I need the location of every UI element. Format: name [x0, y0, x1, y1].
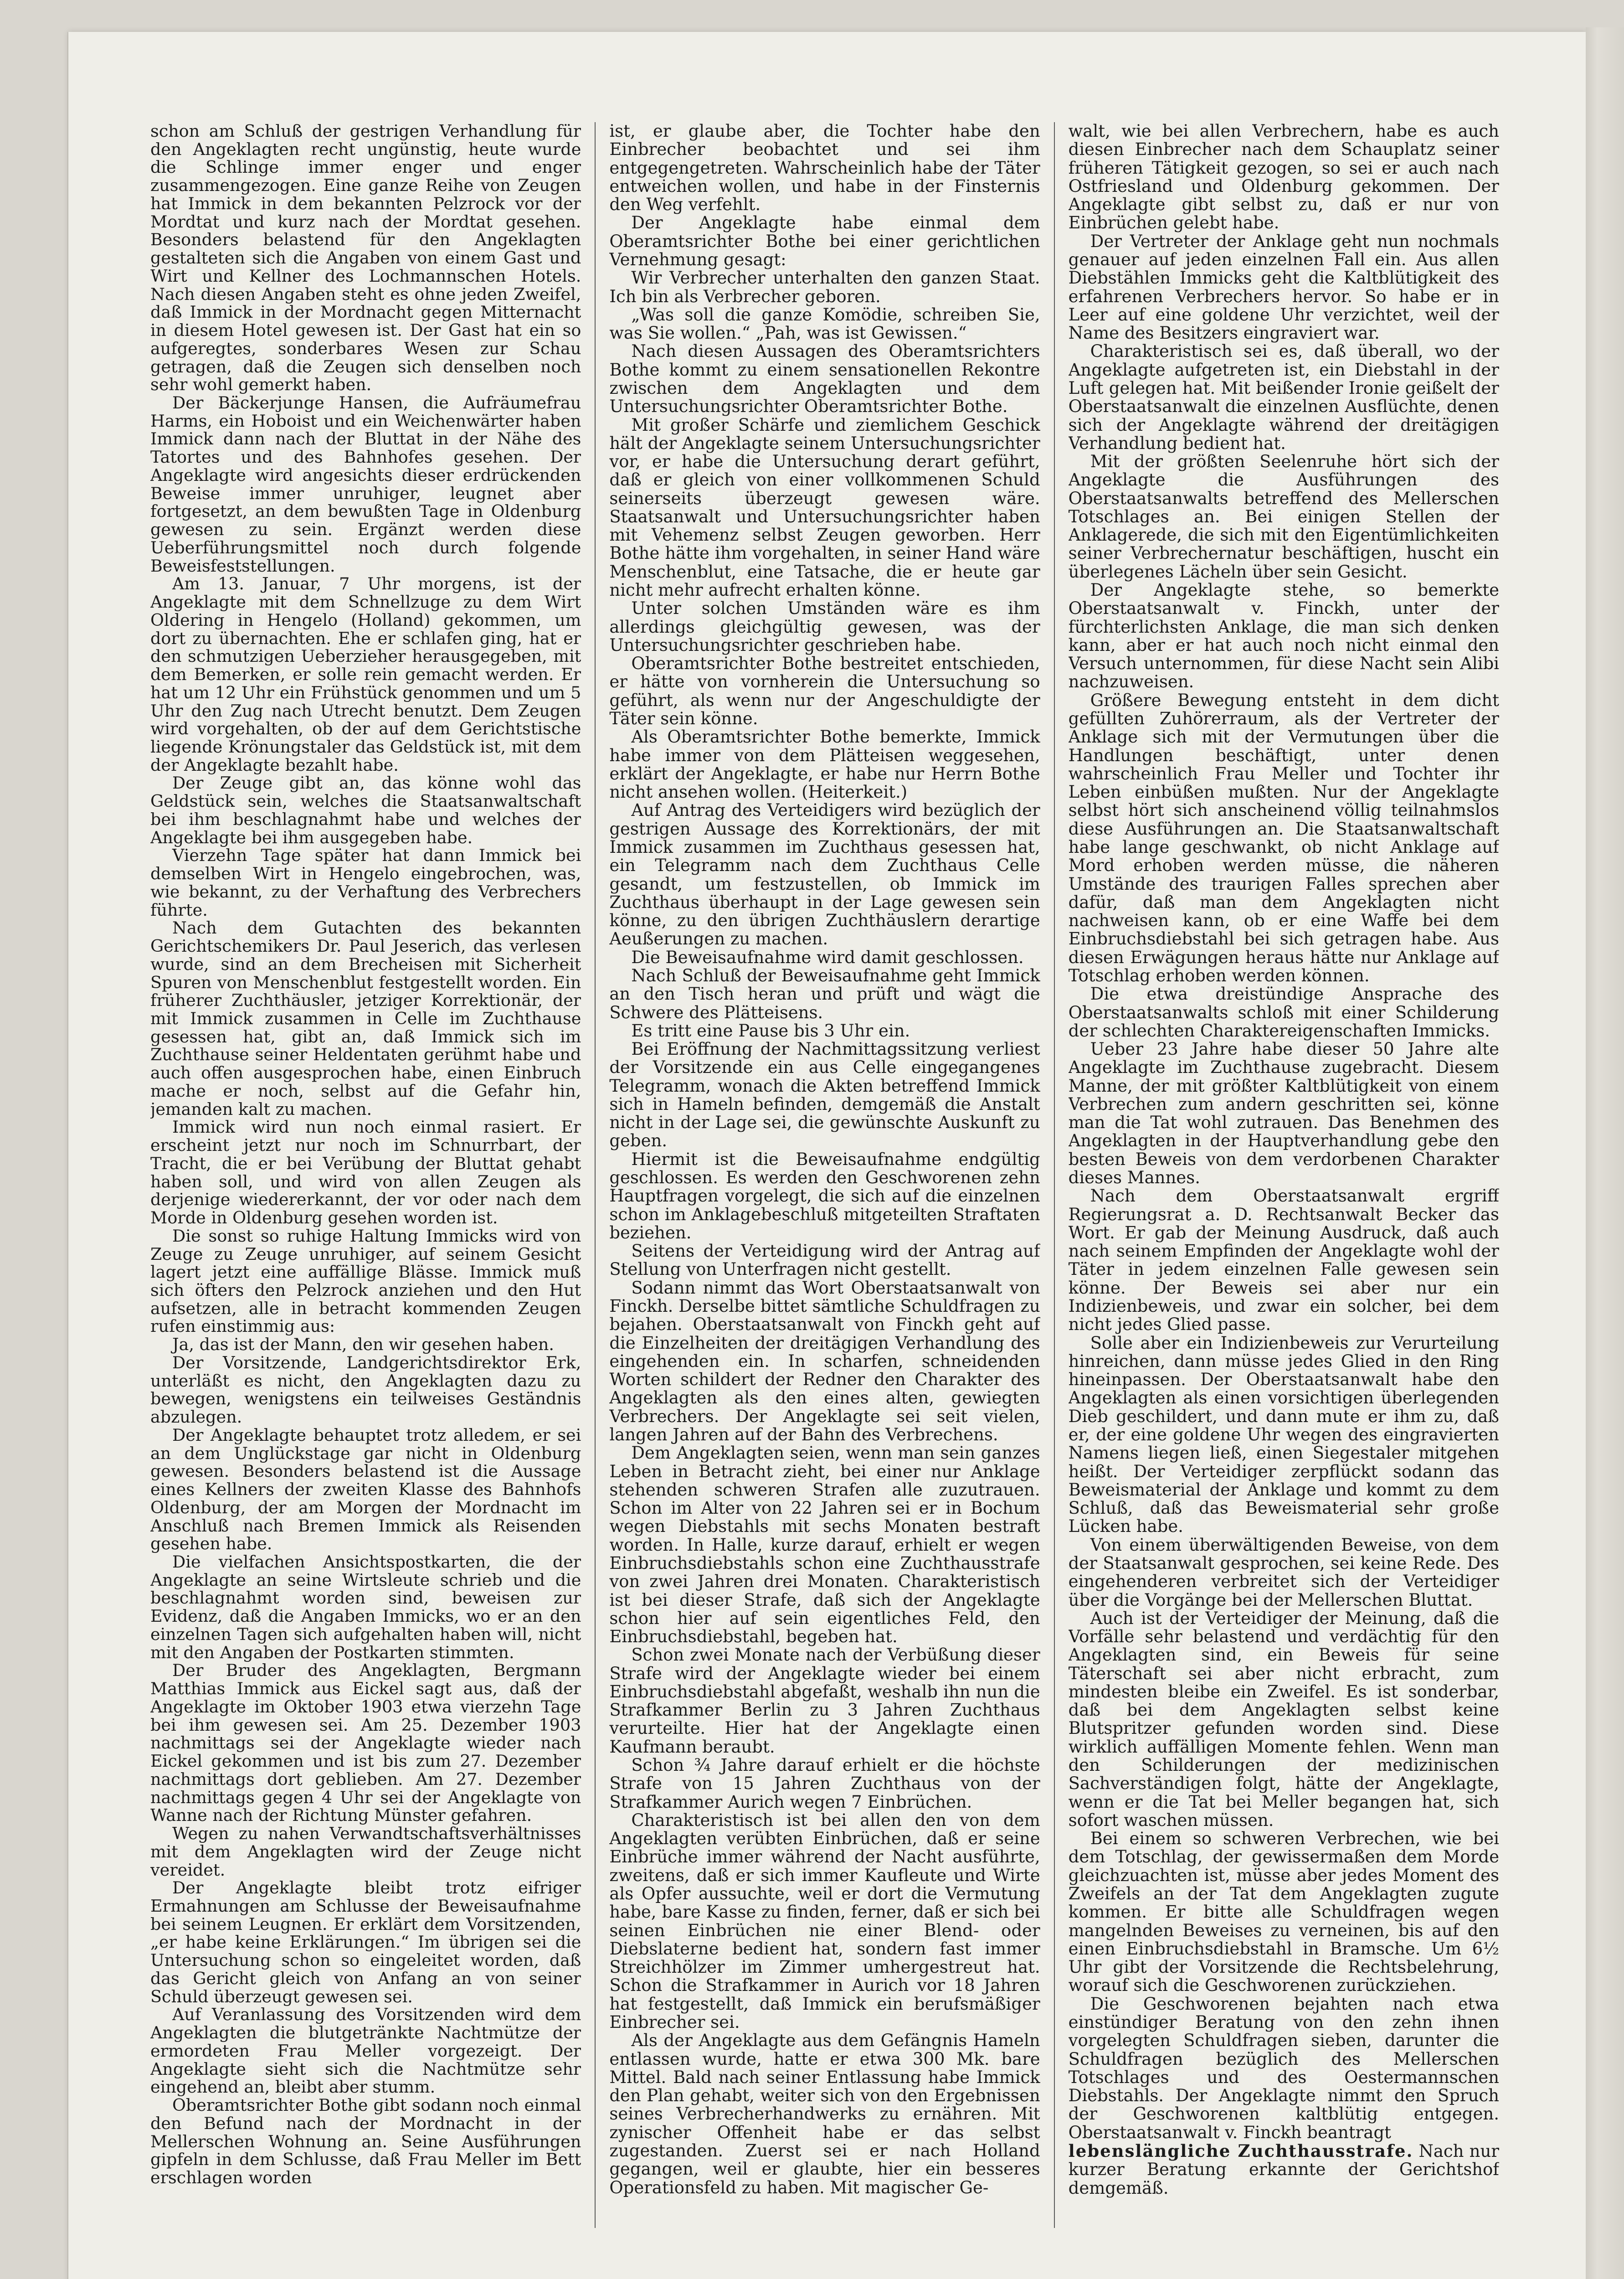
text-columns [150, 122, 1499, 2228]
article-paragraph: Mit großer Schärfe und ziemlichem Geschick hält der Angeklagte seinem Untersuchungsrichter vor, er habe die Untersuchung derart geführt, daß er gleich von einer vollkommenen Schuld seinerseits überzeugt gewesen wäre. Staatsanwalt und Untersuchungsrichter haben mit Vehemenz selbst Zeugen geworben. Herr Bothe hätte ihm vorgehalten, in seiner Hand wäre Menschenblut, eine Tatsache, die er heute gar nicht mehr aufrecht erhalten könne. [609, 415, 1040, 600]
article-paragraph: „Was soll die ganze Komödie, schreiben Sie, was Sie wollen.“ „Pah, was ist Gewissen.“ [609, 304, 1040, 343]
article-paragraph: Am 13. Januar, 7 Uhr morgens, ist der Angeklagte mit dem Schnellzuge zu dem Wirt Oldering in Hengelo (Holland) gekommen, um dort zu übernachten. Ehe er schlafen ging, hat er den schmutzigen Ueberzieher herausgegeben, mit dem Bemerken, er solle rein gemacht werden. Er hat um 12 Uhr ein Frühstück genommen und um 5 Uhr den Zug nach Utrecht benutzt. Dem Zeugen wird vorgehalten, ob der auf dem Gerichtstische liegende Krönungstaler das Geldstück ist, mit dem der Angeklagte bezahlt habe. [150, 574, 581, 775]
article-paragraph: Oberamtsrichter Bothe bestreitet entschieden, er hätte von vornherein die Untersuchung so geführt, als wenn nur der Angeschuldigte der Täter sein könne. [609, 654, 1040, 728]
article-paragraph: Nach diesen Aussagen des Oberamtsrichters Bothe kommt zu einem sensationellen Rekontre zwischen dem Angeklagten und dem Untersuchungsrichter Oberamtsrichter Bothe. [609, 341, 1040, 417]
article-paragraph: Der Angeklagte bleibt trotz eifriger Ermahnungen am Schlusse der Beweisaufnahme bei seinem Leugnen. Er erklärt dem Vorsitzenden, „er habe keine Erklärungen.“ Im übrigen sei die Untersuchung schon so eingeleitet worden, daß das Gericht gleich von Anfang an von seiner Schuld überzeugt gewesen sei. [150, 1878, 581, 2006]
article-paragraph: Schon ¾ Jahre darauf erhielt er die höchste Strafe von 15 Jahren Zuchthaus von der Strafkammer Aurich wegen 7 Einbrüchen. [609, 1755, 1040, 1812]
article-paragraph: Nach dem Oberstaatsanwalt ergriff Regierungsrat a. D. Rechtsanwalt Becker das Wort. Er gab der Meinung Ausdruck, daß auch nach seinem Empfinden der Angeklagte wohl der Täter in jedem einzelnen Falle gewesen sein könne. Der Beweis sei aber nur ein Indizienbeweis, und zwar ein solcher, bei dem nicht jedes Glied passe. [1068, 1186, 1499, 1335]
article-paragraph: Es tritt eine Pause bis 3 Uhr ein. [631, 1021, 910, 1041]
article-paragraph: Größere Bewegung entsteht in dem dicht gefüllten Zuhörerraum, als der Vertreter der Anklage sich mit der Vermutungen über die Handlungen beschäftigt, unter denen wahrscheinlich Frau Meller und Tochter ihr Leben einbüßen mußten. Nur der Angeklagte selbst hört sich anscheinend völlig teilnahmslos diese Ausführungen an. Die Staatsanwaltschaft habe lange geschwankt, ob nicht Anklage auf Mord erhoben werden müsse, die näheren Umstände des traurigen Falles sprechen aber dafür, daß man dem Angeklagten nicht nachweisen kann, ob er eine Waffe bei dem Einbruchsdiebstahl bei sich getragen habe. Aus diesen Erwägungen heraus hätte nur Anklage auf Totschlag erhoben werden können. [1068, 690, 1499, 985]
article-paragraph: schon am Schluß der gestrigen Verhandlung für den Angeklagten recht ungünstig, heute wurde die Schlinge immer enger und enger zusammengezogen. Eine ganze Reihe von Zeugen hat Immick in dem bekannten Pelzrock vor der Mordtat und kurz nach der Mordtat gesehen. Besonders belastend für den Angeklagten gestalteten sich die Angaben von einem Gast und Wirt und Kellner des Lochmannschen Hotels. Nach diesen Angaben steht es ohne jeden Zweifel, daß Immick in der Mordnacht gegen Mitternacht in diesem Hotel gewesen ist. Der Gast hat ein so aufgeregtes, sonderbares Wesen zur Schau getragen, daß die Zeugen sich denselben noch sehr wohl gemerkt haben. [150, 122, 581, 395]
article-paragraph: Ueber 23 Jahre habe dieser 50 Jahre alte Angeklagte im Zuchthause zugebracht. Diesem Manne, der mit größter Kaltblütigkeit von einem Verbrechen zum andern geschritten sei, könne man die Tat wohl zutrauen. Das Benehmen des Angeklagten in der Hauptverhandlung gebe den besten Beweis von dem verdorbenen Charakter dieses Mannes. [1068, 1039, 1499, 1188]
article-paragraph: Der Angeklagte behauptet trotz alledem, er sei an dem Unglückstage gar nicht in Oldenburg gewesen. Besonders belastend ist die Aussage eines Kellners der zweiten Klasse des Bahnhofs Oldenburg, der am Morgen der Mordnacht im Anschluß nach Bremen Immick als Reisenden gesehen habe. [150, 1425, 581, 1554]
article-paragraph: Charakteristisch ist bei allen den von dem Angeklagten verübten Einbrüchen, daß er seine Einbrüche immer während der Nacht ausführte, zweitens, daß er sich immer Kaufleute und Wirte als Opfer aussuchte, weil er dort die Vermutung habe, bare Kasse zu finden, ferner, daß er sich bei seinen Einbrüchen nie einer Blend- oder Diebslaterne bedient hat, sondern fast immer Streichhölzer im Zimmer umhergestreut hat. Schon die Strafkammer in Aurich vor 18 Jahren hat festgestellt, daß Immick ein berufsmäßiger Einbrecher sei. [609, 1810, 1040, 2032]
sentence-emphasis: lebenslängliche Zuchthausstrafe. [1068, 2140, 1413, 2161]
article-paragraph: Die etwa dreistündige Ansprache des Oberstaatsanwalts schloß mit einer Schilderung der schlechten Charaktereigenschaften Immicks. [1068, 984, 1499, 1041]
article-paragraph: Der Angeklagte stehe, so bemerkte Oberstaatsanwalt v. Finckh, unter der fürchterlichsten Anklage, die man sich denken kann, aber er hat auch noch nicht einmal den Versuch unternommen, für diese Nacht sein Alibi nachzuweisen. [1068, 580, 1499, 692]
column-rule [595, 122, 596, 2228]
closing-text: Nach nur kurzer Beratung erkannte der Gerichtshof demgemäß. [1068, 2141, 1499, 2198]
article-paragraph: Der Angeklagte habe einmal dem Oberamtsrichter Bothe bei einer gerichtlichen Vernehmung gesagt: [609, 213, 1040, 269]
article-paragraph: Der Vorsitzende, Landgerichtsdirektor Erk, unterläßt es nicht, den Angeklagten dazu zu bewegen, wenigstens ein teilweises Geständnis abzulegen. [150, 1352, 581, 1427]
article-paragraph: Die Beweisaufnahme wird damit geschlossen. [631, 947, 1024, 967]
article-paragraph: Charakteristisch sei es, daß überall, wo der Angeklagte aufgetreten ist, ein Diebstahl in der Luft gelegen hat. Mit beißender Ironie geißelt der Oberstaatsanwalt die einzelnen Ausflüchte, denen sich der Angeklagte während der dreitägigen Verhandlung bedient hat. [1068, 341, 1499, 453]
article-paragraph: Der Vertreter der Anklage geht nun nochmals genauer auf jeden einzelnen Fall ein. Aus allen Diebstählen Immicks geht die Kaltblütigkeit des erfahrenen Verbrechers hervor. So habe er in Leer auf eine goldene Uhr verzichtet, weil der Name des Besitzers eingraviert war. [1068, 231, 1499, 343]
article-paragraph: Die vielfachen Ansichtspostkarten, die der Angeklagte an seine Wirtsleute schrieb und die beschlagnahmt worden sind, beweisen zur Evidenz, daß die Angaben Immicks, wo er an den einzelnen Tagen sich aufgehalten haben will, nicht mit den Angaben der Postkarten stimmten. [150, 1552, 581, 1662]
article-paragraph: Der Bäckerjunge Hansen, die Aufräumefrau Harms, ein Hoboist und ein Weichenwärter haben Immick dann nach der Bluttat in der Nähe des Tatortes und des Bahnhofes gesehen. Der Angeklagte wird angesichts dieser erdrückenden Beweise immer unruhiger, leugnet aber fortgesetzt, an dem bewußten Tage in Oldenburg gewesen zu sein. Ergänzt werden diese Ueberführungsmittel noch durch folgende Beweisfeststellungen. [150, 393, 581, 576]
article-paragraph: Der Zeuge gibt an, das könne wohl das Geldstück sein, welches die Staatsanwaltschaft bei ihm beschlagnahmt habe und welches der Angeklagte bei ihm ausgegeben habe. [150, 773, 581, 847]
column-2 [609, 122, 1040, 2228]
closing-line [1069, 2142, 1499, 2197]
article-paragraph: Die Geschworenen bejahten nach etwa einstündiger Beratung von den zehn ihnen vorgelegten Schuldfragen sieben, darunter die Schuldfragen bezüglich des Mellerschen Totschlages und des Oestermannschen Diebstahls. Der Angeklagte nimmt den Spruch der Geschworenen kaltblütig entgegen. Oberstaatsanwalt v. Finckh beantragt [1068, 1994, 1499, 2142]
article-paragraph: Dem Angeklagten seien, wenn man sein ganzes Leben in Betracht zieht, bei einer nur Anklage stehenden schweren Strafen alle zuzutrauen. Schon im Alter von 22 Jahren sei er in Bochum wegen Diebstahls mit sechs Monaten bestraft worden. In Halle, kurze darauf, erhielt er wegen Einbruchsdiebstahls schon eine Zuchthausstrafe von zwei Jahren drei Monaten. Charakteristisch ist bei dieser Strafe, daß sich der Angeklagte schon hier auf sein eigentliches Feld, den Einbruchsdiebstahl, begeben hat. [609, 1443, 1040, 1647]
article-paragraph: Von einem überwältigenden Beweise, von dem der Staatsanwalt gesprochen, sei keine Rede. Des eingehenderen verbreitet sich der Verteidiger über die Vorgänge bei der Mellerschen Bluttat. [1068, 1535, 1499, 1610]
article-paragraph: Auf Antrag des Verteidigers wird bezüglich der gestrigen Aussage des Korrektionärs, der mit Immick zusammen im Zuchthaus gesessen hat, ein Telegramm nach dem Zuchthaus Celle gesandt, um festzustellen, ob Immick im Zuchthaus überhaupt in der Lage gewesen sein könne, zu den übrigen Zuchthäuslern derartige Aeußerungen zu machen. [609, 800, 1040, 949]
article-paragraph: Als der Angeklagte aus dem Gefängnis Hameln entlassen wurde, hatte er etwa 300 Mk. bare Mittel. Bald nach seiner Entlassung habe Immick den Plan gehabt, weiter sich von den Ergebnissen seines Verbrecherhandwerks zu ernähren. Mit zynischer Offenheit habe er das selbst zugestanden. Zuerst sei er nach Holland gegangen, weil er glaubte, hier ein besseres Operationsfeld zu haben. Mit magischer Ge- [609, 2031, 1040, 2197]
article-paragraph: Der Bruder des Angeklagten, Bergmann Matthias Immick aus Eickel sagt aus, daß der Angeklagte im Oktober 1903 etwa vierzehn Tage bei ihm gewesen sei. Am 25. Dezember 1903 nachmittags sei der Angeklagte wieder nach Eickel gekommen und ist bis zum 27. Dezember nachmittags dort geblieben. Am 27. Dezember nachmittags gegen 4 Uhr sei der Angeklagte von Wanne nach der Richtung Münster gefahren. [150, 1660, 581, 1825]
article-paragraph: walt, wie bei allen Verbrechern, habe es auch diesen Einbrecher nach dem Schauplatz seiner früheren Tätigkeit gezogen, so sei er auch nach Ostfriesland und Oldenburg gekommen. Der Angeklagte gibt selbst zu, daß er nur von Einbrüchen gelebt habe. [1068, 122, 1499, 233]
article-paragraph: Ja, das ist der Mann, den wir gesehen haben. [172, 1335, 555, 1355]
article-paragraph: Nach dem Gutachten des bekannten Gerichtschemikers Dr. Paul Jeserich, das verlesen wurde, sind an dem Brecheisen mit Sicherheit Spuren von Menschenblut festgestellt worden. Ein früherer Zuchthäusler, jetziger Korrektionär, der mit Immick zusammen in Celle im Zuchthause gesessen hat, gibt an, daß Immick sich im Zuchthause seiner Heldentaten gerühmt habe und auch offen ausgesprochen habe, einen Einbruch mache er noch, selbst auf die Gefahr hin, jemanden kalt zu machen. [150, 918, 581, 1119]
article-paragraph: Mit der größten Seelenruhe hört sich der Angeklagte die Ausführungen des Oberstaatsanwalts betreffend des Mellerschen Totschlages an. Bei einigen Stellen der Anklagerede, die sich mit den Eigentümlichkeiten seiner Verbrechernatur beschäftigen, huscht ein überlegenes Lächeln über sein Gesicht. [1068, 452, 1499, 582]
article-paragraph: Wir Verbrecher unterhalten den ganzen Staat. Ich bin als Verbrecher geboren. [609, 268, 1040, 306]
binding-edge [1586, 27, 1624, 2279]
column-1 [150, 122, 581, 2228]
article-paragraph: Als Oberamtsrichter Bothe bemerkte, Immick habe immer von dem Plätteisen weggesehen, erklärt der Angeklagte, er habe nur Herrn Bothe nicht ansehen wollen. (Heiterkeit.) [609, 727, 1040, 802]
article-paragraph: Oberamtsrichter Bothe gibt sodann noch einmal den Befund nach der Mordnacht in der Mellerschen Wohnung an. Seine Ausführungen gipfeln in dem Schlusse, daß Frau Meller im Bett erschlagen worden [150, 2095, 581, 2187]
article-paragraph: Auch ist der Verteidiger der Meinung, daß die Vorfälle sehr belastend und verdächtig für den Angeklagten sind, ein Beweis für seine Täterschaft sei aber nicht erbracht, zum mindesten bleibe ein Zweifel. Es ist sonderbar, daß bei dem Angeklagten selbst keine Blutspritzer gefunden worden sind. Diese wirklich auffälligen Momente fehlen. Wenn man den Schilderungen der medizinischen Sachverständigen folgt, hätte der Angeklagte, wenn er die Tat bei Meller begangen hat, sich sofort waschen müssen. [1068, 1608, 1499, 1830]
column-rule [1054, 122, 1055, 2228]
article-paragraph: Schon zwei Monate nach der Verbüßung dieser Strafe wird der Angeklagte wieder bei einem Einbruchsdiebstahl abgefaßt, weshalb ihn nun die Strafkammer Berlin zu 3 Jahren Zuchthaus verurteilte. Hier hat der Angeklagte einen Kaufmann beraubt. [609, 1645, 1040, 1757]
article-paragraph: Wegen zu nahen Verwandtschaftsverhältnisses mit dem Angeklagten wird der Zeuge nicht vereidet. [150, 1824, 581, 1880]
article-paragraph: Bei Eröffnung der Nachmittagssitzung verliest der Vorsitzende ein aus Celle eingegangenes Telegramm, wonach die Akten betreffend Immick sich in Hameln befinden, demgemäß die Anstalt nicht in der Lage sei, die gewünschte Auskunft zu geben. [609, 1039, 1040, 1151]
article-paragraph: Solle aber ein Indizienbeweis zur Verurteilung hinreichen, dann müsse jedes Glied in den Ring hineinpassen. Der Oberstaatsanwalt habe den Angeklagten als einen vorsichtigen überlegenden Dieb geschildert, und dann mute er ihm zu, daß er, der eine goldene Uhr wegen des eingravierten Namens liegen ließ, einen Siegestaler mitgehen heißt. Der Verteidiger zerpflückt sodann das Beweismaterial der Anklage und kommt zu dem Schluß, daß das Beweismaterial sehr große Lücken habe. [1068, 1333, 1499, 1537]
article-paragraph: ist, er glaube aber, die Tochter habe den Einbrecher beobachtet und sei ihm entgegengetreten. Wahrscheinlich habe der Täter entweichen wollen, und habe in der Finsternis den Weg verfehlt. [609, 122, 1040, 215]
article-paragraph: Bei einem so schweren Verbrechen, wie bei dem Totschlag, der gewissermaßen dem Morde gleichzuachten ist, müsse aber jedes Moment des Zweifels an der Tat dem Angeklagten zugute kommen. Er bitte alle Schuldfragen wegen mangelnden Beweises zu verneinen, bis auf den einen Einbruchsdiebstahl in Bramsche. Um 6½ Uhr gibt der Vorsitzende die Rechtsbelehrung, worauf sich die Geschworenen zurückziehen. [1068, 1829, 1499, 1995]
article-paragraph: Hiermit ist die Beweisaufnahme endgültig geschlossen. Es werden den Geschworenen zehn Hauptfragen vorgelegt, die sich auf die einzelnen schon im Anklagebeschluß mitgeteilten Straftaten beziehen. [609, 1149, 1040, 1243]
column-3 [1069, 122, 1499, 2228]
article-paragraph: Vierzehn Tage später hat dann Immick bei demselben Wirt in Hengelo eingebrochen, was, wie bekannt, zu der Verhaftung des Verbrechers führte. [150, 846, 581, 920]
article-paragraph: Die sonst so ruhige Haltung Immicks wird von Zeuge zu Zeuge unruhiger, auf seinem Gesicht lagert jetzt eine auffällige Blässe. Immick muß sich öfters den Pelzrock anziehen und den Hut aufsetzen, alle in betracht kommenden Zeugen rufen einstimmig aus: [150, 1226, 581, 1336]
article-paragraph: Auf Veranlassung des Vorsitzenden wird dem Angeklagten die blutgetränkte Nachtmütze der ermordeten Frau Meller vorgezeigt. Der Angeklagte sieht sich die Nachtmütze sehr eingehend an, bleibt aber stumm. [150, 2005, 581, 2097]
article-paragraph: Immick wird nun noch einmal rasiert. Er erscheint jetzt nur noch im Schnurrbart, der Tracht, die er bei Verübung der Bluttat gehabt haben soll, und wird von allen Zeugen als derjenige wiedererkannt, der vor oder nach dem Morde in Oldenburg gesehen worden ist. [150, 1117, 581, 1228]
article-paragraph: Nach Schluß der Beweisaufnahme geht Immick an den Tisch heran und prüft und wägt die Schwere des Plätteisens. [609, 965, 1040, 1022]
article-paragraph: Unter solchen Umständen wäre es ihm allerdings gleichgültig gewesen, was der Untersuchungsrichter geschrieben habe. [609, 598, 1040, 655]
article-paragraph: Sodann nimmt das Wort Oberstaatsanwalt von Finckh. Derselbe bittet sämtliche Schuldfragen zu bejahen. Oberstaatsanwalt von Finckh geht auf die Einzelheiten der dreitägigen Verhandlung des eingehenden ein. In scharfen, schneidenden Worten schildert der Redner den Charakter des Angeklagten als den eines alten, gewiegten Verbrechers. Der Angeklagte sei seit vielen, langen Jahren auf der Bahn des Verbrechens. [609, 1278, 1040, 1444]
article-paragraph: Seitens der Verteidigung wird der Antrag auf Stellung von Unterfragen nicht gestellt. [609, 1241, 1040, 1279]
